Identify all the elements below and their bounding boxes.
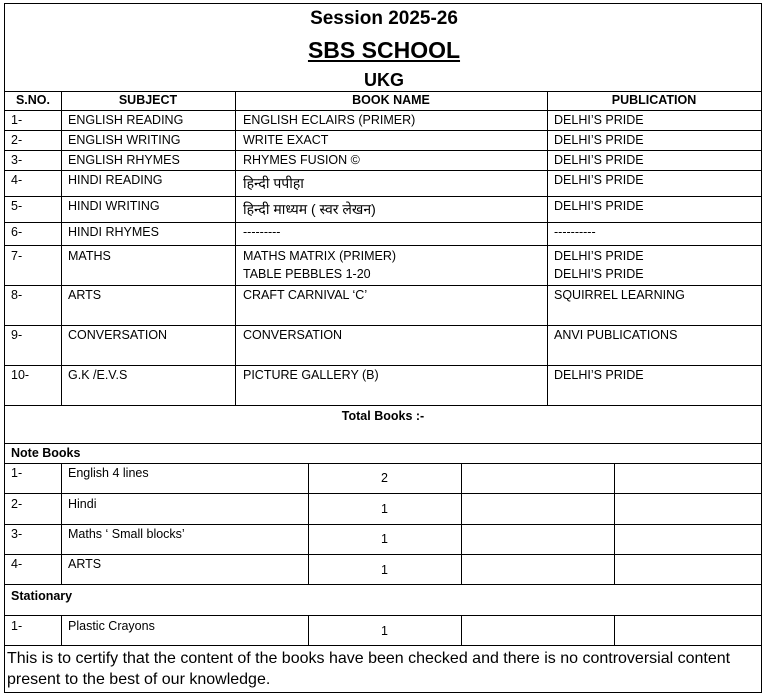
row-publication: DELHI’S PRIDE (554, 153, 644, 167)
row-sno: 5- (11, 199, 23, 213)
stationary-name: Plastic Crayons (68, 619, 155, 633)
row-publication: DELHI’S PRIDE (554, 249, 644, 263)
row-sno: 6- (11, 225, 23, 239)
notebook-sno: 1- (11, 466, 23, 480)
notebook-name: Maths ‘ Small blocks’ (68, 527, 185, 541)
row-book: PICTURE GALLERY (B) (243, 368, 379, 382)
header-publication: PUBLICATION (611, 93, 697, 107)
notebook-sno: 3- (11, 527, 23, 541)
row-publication: DELHI’S PRIDE (554, 199, 644, 213)
row-sno: 10- (11, 368, 30, 382)
stationary-qty: 1 (381, 624, 388, 638)
row-book: हिन्दी पपीहा (243, 175, 304, 191)
notebook-qty: 1 (381, 502, 388, 516)
row-book: ENGLISH ECLAIRS (PRIMER) (243, 113, 416, 127)
row-book: CONVERSATION (243, 328, 343, 342)
row-subject: ENGLISH WRITING (68, 133, 181, 147)
notebook-name: ARTS (68, 557, 102, 571)
row-divider (5, 584, 761, 585)
notebook-name: English 4 lines (68, 466, 149, 480)
row-publication: DELHI’S PRIDE (554, 113, 644, 127)
row-divider (5, 443, 761, 444)
column-divider (614, 615, 615, 646)
row-subject: HINDI RHYMES (68, 225, 159, 239)
row-divider (5, 405, 761, 406)
class-name: UKG (364, 70, 404, 90)
header-book-name: BOOK NAME (352, 93, 430, 107)
column-divider (61, 463, 62, 585)
row-sno: 8- (11, 288, 23, 302)
column-divider (61, 91, 62, 405)
row-publication: ---------- (554, 225, 596, 239)
row-subject: HINDI WRITING (68, 199, 160, 213)
row-book-second: TABLE PEBBLES 1-20 (243, 267, 371, 281)
notebooks-heading: Note Books (11, 446, 81, 460)
header-sno: S.NO. (15, 93, 51, 107)
notebook-sno: 2- (11, 497, 23, 511)
row-book: हिन्दी माध्यम ( स्वर लेखन) (243, 201, 376, 217)
row-divider (5, 615, 761, 616)
row-publication: DELHI’S PRIDE (554, 173, 644, 187)
school-name-text: SBS SCHOOL (307, 37, 461, 63)
row-divider (5, 493, 761, 494)
notebook-name: Hindi (68, 497, 97, 511)
certificate-text: This is to certify that the content of the books have been checked and there is no controversial content present to the best of our knowledge. (7, 650, 731, 688)
notebook-sno: 4- (11, 557, 23, 571)
column-divider (547, 91, 548, 405)
row-subject: ENGLISH READING (68, 113, 184, 127)
column-divider (61, 615, 62, 646)
row-publication: DELHI’S PRIDE (554, 368, 644, 382)
session-title: Session 2025-26 (310, 8, 458, 29)
notebook-qty: 1 (381, 563, 388, 577)
row-divider (5, 245, 761, 246)
row-divider (5, 554, 761, 555)
row-book: CRAFT CARNIVAL ‘C’ (243, 288, 368, 302)
row-publication: SQUIRREL LEARNING (554, 288, 685, 302)
notebook-qty: 2 (381, 471, 388, 485)
book-list-table (4, 3, 762, 693)
row-divider (5, 645, 761, 646)
row-subject: HINDI READING (68, 173, 163, 187)
stationary-sno: 1- (11, 619, 23, 633)
total-books-label: Total Books :- (341, 409, 425, 423)
row-sno: 3- (11, 153, 23, 167)
row-publication-second: DELHI’S PRIDE (554, 267, 644, 281)
stationary-heading: Stationary (11, 589, 73, 603)
row-sno: 4- (11, 173, 23, 187)
row-publication: ANVI PUBLICATIONS (554, 328, 678, 342)
notebook-qty: 1 (381, 532, 388, 546)
row-publication: DELHI’S PRIDE (554, 133, 644, 147)
row-subject: MATHS (68, 249, 111, 263)
row-subject: ENGLISH RHYMES (68, 153, 180, 167)
school-name (5, 37, 763, 64)
row-book: MATHS MATRIX (PRIMER) (243, 249, 397, 263)
row-book: --------- (243, 225, 281, 239)
column-divider (461, 615, 462, 646)
row-sno: 9- (11, 328, 23, 342)
column-divider (235, 91, 236, 405)
row-sno: 7- (11, 249, 23, 263)
row-subject: G.K /E.V.S (68, 368, 128, 382)
row-sno: 2- (11, 133, 23, 147)
row-sno: 1- (11, 113, 23, 127)
header-subject: SUBJECT (118, 93, 178, 107)
row-subject: CONVERSATION (68, 328, 168, 342)
row-book: RHYMES FUSION © (243, 153, 360, 167)
row-subject: ARTS (68, 288, 102, 302)
row-book: WRITE EXACT (243, 133, 329, 147)
column-divider (614, 463, 615, 585)
column-divider (461, 463, 462, 585)
